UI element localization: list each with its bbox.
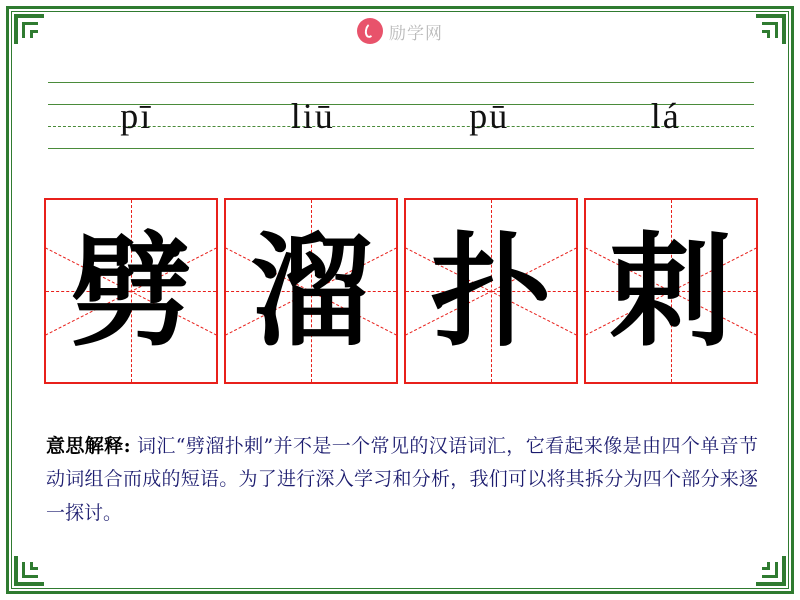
tianzi-cell xyxy=(404,198,578,384)
hanzi-character: 剌 xyxy=(610,219,732,363)
flame-logo-icon xyxy=(357,18,383,44)
pinyin-cell: liū xyxy=(290,96,335,136)
explanation-label: 意思解释: xyxy=(46,435,131,457)
pinyin-staff xyxy=(48,82,754,150)
pinyin-cell: lá xyxy=(650,96,681,136)
corner-ornament-bottom-left xyxy=(6,548,52,594)
hanzi-character: 扑 xyxy=(430,219,552,363)
pinyin-cell: pū xyxy=(469,96,510,136)
corner-ornament-top-left xyxy=(6,6,52,52)
character-grid xyxy=(44,198,758,384)
pinyin-cell: pī xyxy=(120,96,153,136)
tianzi-cell xyxy=(44,198,218,384)
explanation-text: 词汇“劈溜扑剌”并不是一个常见的汉语词汇，它看起来像是由四个单音节动词组合而成的短语。为了进行深入学习和分析，我们可以将其拆分为四个部分来逐一探讨。 xyxy=(46,435,759,524)
tianzi-cell xyxy=(584,198,758,384)
tianzi-cell xyxy=(224,198,398,384)
pinyin-row xyxy=(48,82,754,150)
corner-ornament-bottom-right xyxy=(748,548,794,594)
corner-ornament-top-right xyxy=(748,6,794,52)
hanzi-character: 劈 xyxy=(70,219,192,363)
site-logo xyxy=(357,18,443,44)
hanzi-character: 溜 xyxy=(250,219,372,363)
explanation-paragraph xyxy=(46,430,758,530)
site-logo-label: 励学网 xyxy=(389,23,443,43)
